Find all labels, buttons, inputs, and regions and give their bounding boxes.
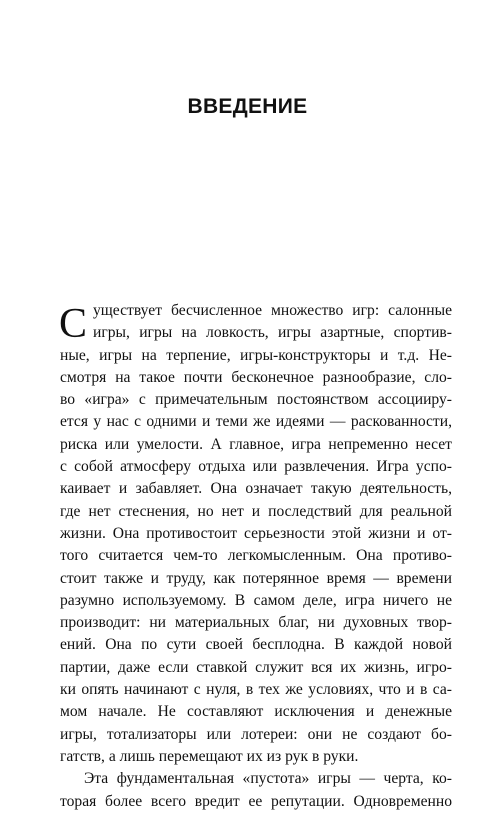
paragraph-line: разумно используемому. В самом деле, игра ничего не — [60, 591, 452, 609]
paragraph-line: игры, игры на ловкость, игры азартные, спортив- — [93, 324, 452, 342]
paragraph-line: мом начале. Не составляют исключения и денежные — [60, 703, 452, 721]
paragraph-line: ений. Она по сути своей бесплодна. В каждой новой — [60, 636, 452, 654]
paragraph-line: партии, даже если ставкой служит вся их жизнь, игро- — [60, 658, 452, 676]
paragraph-line: во «игра» с примечательным постоянством ассоцииру- — [60, 391, 452, 409]
paragraph-line: ные, игры на терпение, игры-конструкторы и т.д. Не- — [60, 346, 452, 364]
paragraph-line: ется у нас с одними и теми же идеями — раскованности, — [60, 413, 452, 431]
chapter-title: ВВЕДЕНИЕ — [187, 95, 308, 118]
body-text — [60, 300, 452, 813]
paragraph-line: Эта фундаментальная «пустота» игры — черта, ко- — [84, 770, 452, 788]
paragraph-line: стоит также и труду, как потерянное время — времени — [60, 569, 452, 587]
paragraph-line: риска или умелости. А главное, игра непременно несет — [60, 435, 452, 453]
paragraph-line: ки опять начинают с нуля, в тех же условиях, что и в са- — [60, 681, 452, 699]
paragraph-line: игры, тотализаторы или лотереи: они не создают бо- — [60, 725, 452, 743]
paragraph-line: каивает и забавляет. Она означает такую деятельность, — [60, 480, 452, 498]
paragraph-line: с собой атмосферу отдыха или развлечения. Игра успо- — [60, 458, 452, 476]
paragraph-line: производит: ни материальных благ, ни духовных твоp- — [60, 614, 452, 632]
paragraph-line: жизни. Она противостоит серьезности этой жизни и от- — [60, 524, 452, 542]
paragraph-line: гатств, а лишь перемещают их из рук в руки. — [60, 747, 359, 765]
drop-cap: С — [59, 301, 88, 347]
line-text: уществует бесчисленное множество игр: салонные — [93, 302, 452, 319]
paragraph-line: где нет стеснения, но нет и последствий для реальной — [60, 502, 452, 520]
paragraph-line: смотря на такое почти бесконечное разнообразие, сло- — [60, 368, 452, 386]
paragraph-line: того считается чем-то легкомысленным. Она противо- — [60, 547, 452, 565]
paragraph-line: торая более всего вредит ее репутации. Одновременно — [60, 792, 452, 810]
